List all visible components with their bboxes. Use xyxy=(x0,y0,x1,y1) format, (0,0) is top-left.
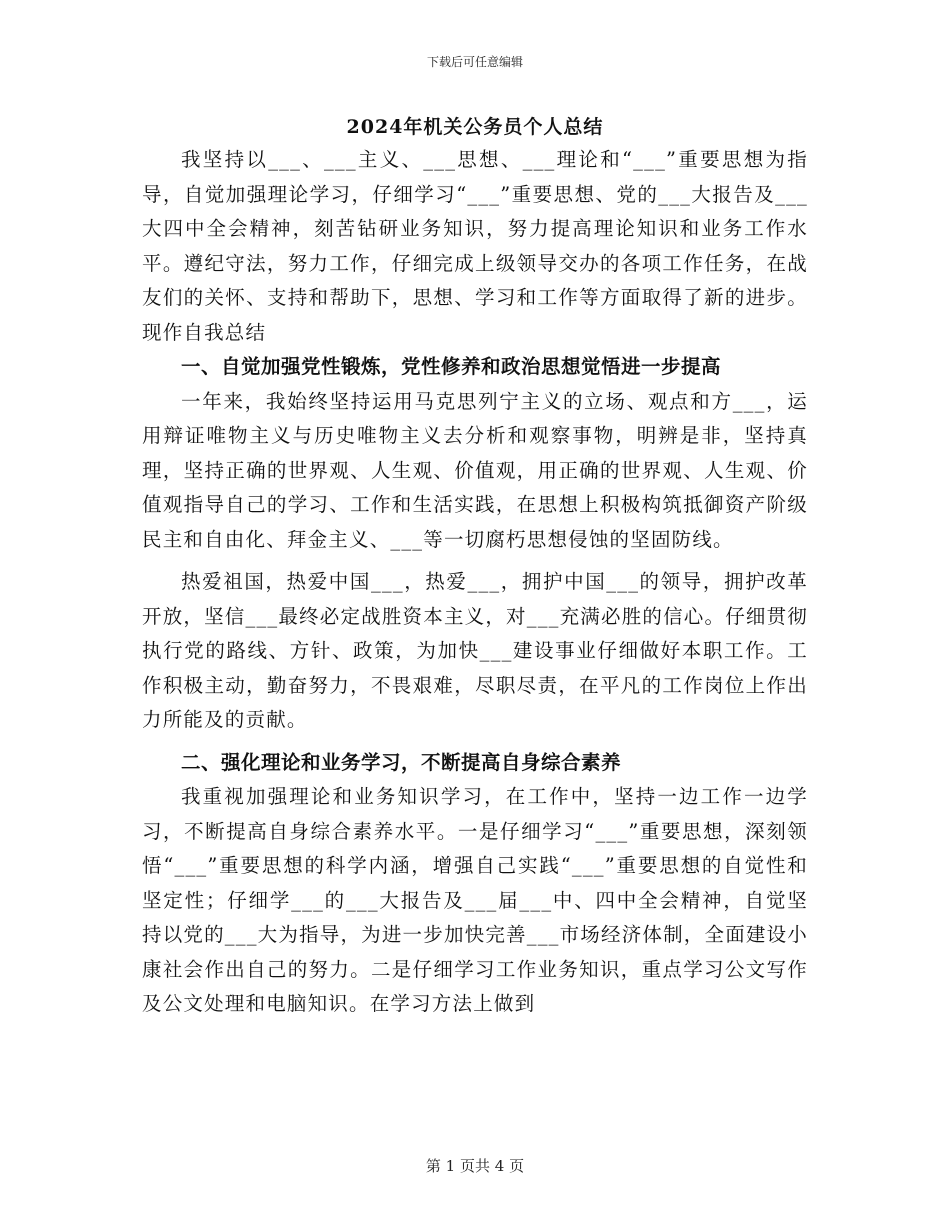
section-1-heading: 一、自觉加强党性锻炼，党性修养和政治思想觉悟进一步提高 xyxy=(181,355,722,378)
section-2-paragraph: 我重视加强理论和业务知识学习，在工作中，坚持一边工作一边学习，不断提高自身综合素养水平。一是仔细学习“___”重要思想，深刻领悟“___”重要思想的科学内涵，增强自己实践“___”重要思想的自觉性和坚定性；仔细学___的___大报告及___届___中、四中全会精神，自觉坚持以党的___大为指导，为进一步加快完善___市场经济体制，全面建设小康社会作出自己的努力。二是仔细学习工作业务知识，重点学习公文写作及公文处理和电脑知识。在学习方法上做到 xyxy=(142,785,809,1015)
document-title: 2024年机关公务员个人总结 xyxy=(346,116,604,138)
section-1-paragraph: 一年来，我始终坚持运用马克思列宁主义的立场、观点和方___，运用辩证唯物主义与历史唯物主义去分析和观察事物，明辨是非，坚持真理，坚持正确的世界观、人生观、价值观，用正确的世界观、人生观、价值观指导自己的学习、工作和生活实践，在思想上积极构筑抵御资产阶级民主和自由化、拜金主义、___等一切腐朽思想侵蚀的坚固防线。 xyxy=(142,389,808,551)
intro-paragraph: 我坚持以___、___主义、___思想、___理论和“___”重要思想为指导，自觉加强理论学习，仔细学习“___”重要思想、党的___大报告及___大四中全会精神，刻苦钻研业务知识，努力提高理论知识和业务工作水平。遵纪守法，努力工作，仔细完成上级领导交办的各项工作任务，在战友们的关怀、支持和帮助下，思想、学习和工作等方面取得了新的进步。现作自我总结 xyxy=(142,148,808,344)
page-header-note: 下载后可任意编辑 xyxy=(426,55,523,69)
section-1-paragraph: 热爱祖国，热爱中国___，热爱___，拥护中国___的领导，拥护改革开放，坚信___最终必定战胜资本主义，对___充满必胜的信心。仔细贯彻执行党的路线、方针、政策，为加快___建设事业仔细做好本职工作。工作积极主动，勤奋努力，不畏艰难，尽职尽责，在平凡的工作岗位上作出力所能及的贡献。 xyxy=(142,570,809,731)
document-body xyxy=(142,113,808,1022)
page-number: 第 1 页共 4 页 xyxy=(425,1157,525,1175)
section-2-heading: 二、强化理论和业务学习，不断提高自身综合素养 xyxy=(181,750,622,774)
